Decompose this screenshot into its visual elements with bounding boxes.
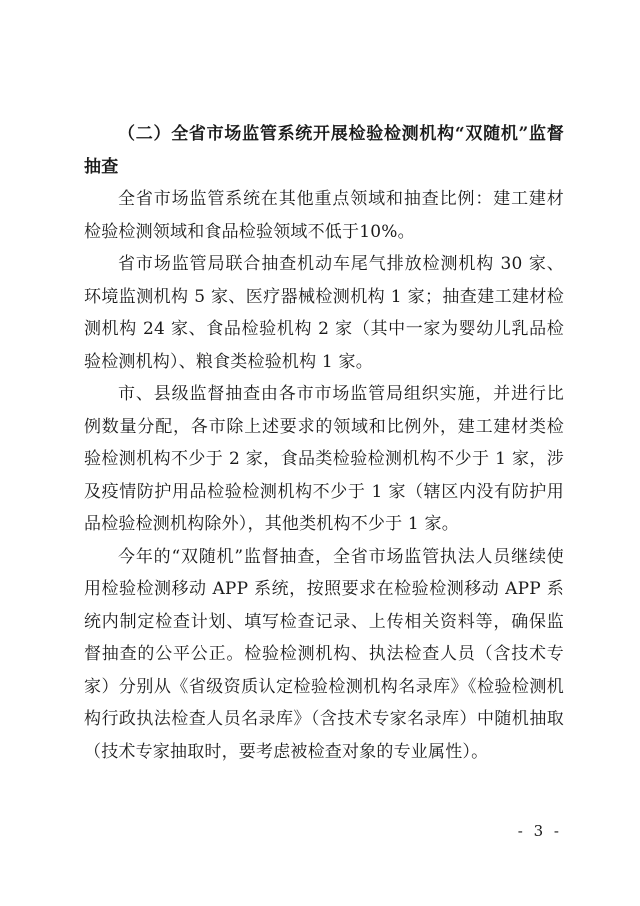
paragraph-4: 今年的“双随机”监督抽查，全省市场监管执法人员继续使用检验检测移动 APP 系统，按照要求在检验检测移动 APP 系统内制定检查计划、填写检查记录、上传相关资料等，确保监督抽查的公平公正。检验检测机构、执法检查人员（含技术专家）分别从《省级资质认定检验检测机构名录库》《检验检测机构行政执法检查人员名录库》（含技术专家名录库）中随机抽取（技术专家抽取时，要考虑被检查对象的专业属性）。 (84, 546, 564, 762)
document-body (84, 118, 564, 768)
page-number: - 3 - (517, 822, 562, 840)
paragraph-2: 省市场监管局联合抽查机动车尾气排放检测机构 30 家、环境监测机构 5 家、医疗器械检测机构 1 家；抽查建工建材检测机构 24 家、食品检验机构 2 家（其中一家为婴幼儿乳品检验检测机构）、粮食类检验机构 1 家。 (84, 254, 564, 372)
paragraph-1: 全省市场监管系统在其他重点领域和抽查比例：建工建材检验检测领域和食品检验领域不低于10%。 (84, 189, 564, 242)
section-heading: （二）全省市场监管系统开展检验检测机构“双随机”监督抽查 (84, 124, 564, 177)
paragraph-3: 市、县级监督抽查由各市市场监管局组织实施，并进行比例数量分配，各市除上述要求的领域和比例外，建工建材类检验检测机构不少于 2 家，食品类检验检测机构不少于 1 家，涉及疫情防护用品检验检测机构不少于 1 家（辖区内没有防护用品检验检测机构除外），其他类机构不少于 1 家。 (84, 384, 564, 534)
